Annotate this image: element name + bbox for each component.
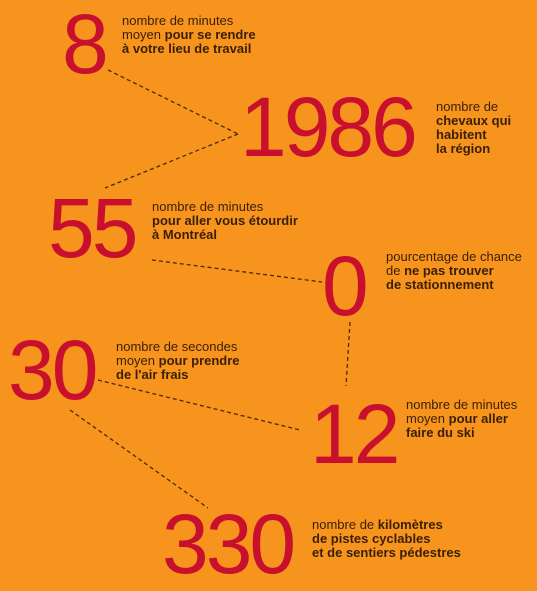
stat-desc-30 xyxy=(116,340,240,382)
stat-desc-1986 xyxy=(436,100,511,156)
desc-line: nombre de minutes xyxy=(406,397,518,412)
stat-number-55: 55 xyxy=(48,181,136,275)
stat-number-30: 30 xyxy=(8,323,96,417)
desc-line: la région xyxy=(436,141,491,156)
desc-line: et de sentiers pédestres xyxy=(312,545,461,560)
desc-line: à Montréal xyxy=(152,227,218,242)
desc-line: nombre de xyxy=(436,99,499,114)
desc-line: faire du ski xyxy=(406,425,475,440)
desc-line: de pistes cyclables xyxy=(312,531,431,546)
stat-desc-330 xyxy=(312,518,461,560)
stat-number-12: 12 xyxy=(310,387,398,481)
desc-line: nombre de secondes xyxy=(116,339,238,354)
desc-line: habitent xyxy=(436,127,487,142)
desc-line: moyen pour se rendre xyxy=(122,27,256,42)
desc-line: nombre de kilomètres xyxy=(312,517,443,532)
connector-55-0 xyxy=(152,260,322,282)
stat-number-8: 8 xyxy=(62,0,106,91)
connector-30-12 xyxy=(98,380,300,430)
desc-line: moyen pour prendre xyxy=(116,353,240,368)
stat-desc-8 xyxy=(122,14,256,56)
desc-line: pourcentage de chance xyxy=(386,249,522,264)
stat-desc-12 xyxy=(406,398,517,440)
desc-line: chevaux qui xyxy=(436,113,512,128)
desc-line: pour aller vous étourdir xyxy=(152,213,298,228)
desc-line: nombre de minutes xyxy=(122,13,234,28)
stat-number-330: 330 xyxy=(162,497,294,591)
desc-line: nombre de minutes xyxy=(152,199,264,214)
connector-8-1986 xyxy=(108,70,238,134)
connector-1986-55 xyxy=(105,134,238,188)
desc-line: de stationnement xyxy=(386,277,494,292)
stat-desc-0 xyxy=(386,250,522,292)
connector-30-330 xyxy=(70,410,208,508)
desc-line: de l'air frais xyxy=(116,367,189,382)
stat-number-1986: 1986 xyxy=(240,80,415,174)
desc-line: à votre lieu de travail xyxy=(122,41,252,56)
desc-line: de ne pas trouver xyxy=(386,263,494,278)
desc-line: moyen pour aller xyxy=(406,411,508,426)
stat-desc-55 xyxy=(152,200,298,242)
stat-number-0: 0 xyxy=(322,239,366,333)
